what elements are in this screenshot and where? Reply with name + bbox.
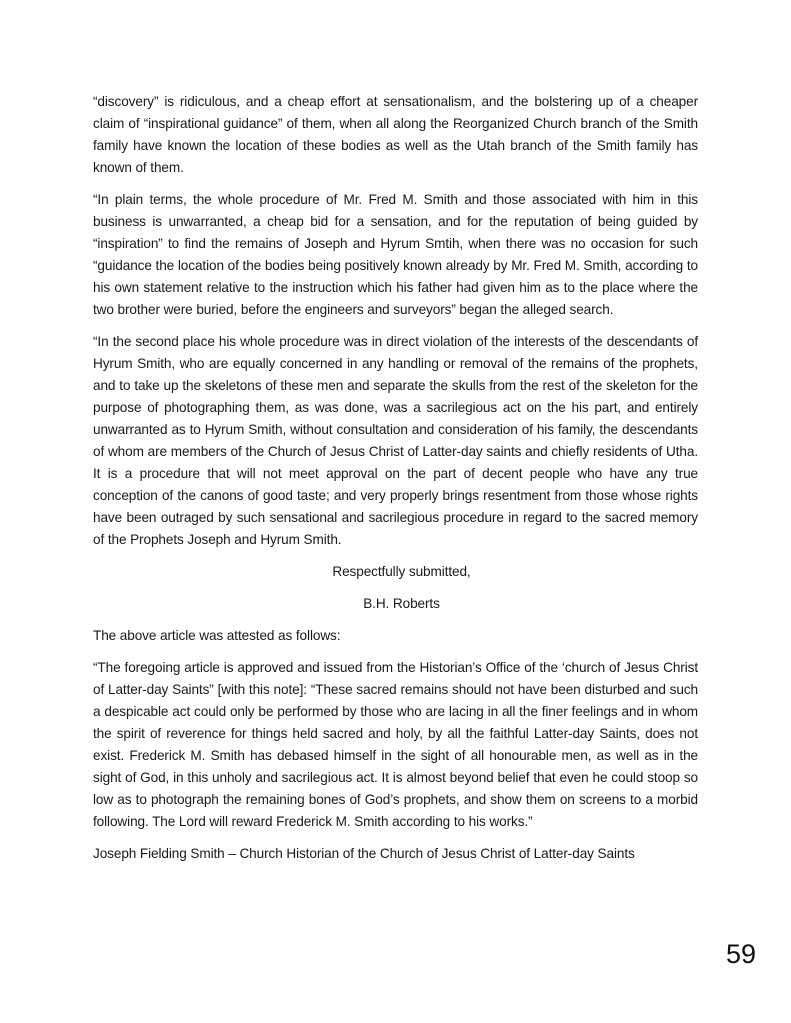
paragraph-discovery: “discovery” is ridiculous, and a cheap effort at sensationalism, and the bolstering up of a cheaper claim of “inspirational guidance” of them, when all along the Reorganized Church branch of the Smith family have known the location of these bodies as well as the Utah branch of the Smith family has known of them. [93,94,698,175]
paragraph-plain-terms: “In plain terms, the whole procedure of Mr. Fred M. Smith and those associated with him in this business is unwarranted, a cheap bid for a sensation, and for the reputation of being guided by “inspiration” to find the remains of Joseph and Hyrum Smtih, when there was no occasion for such “guidance the location of the bodies being positively known already by Mr. Fred M. Smith, according to his own statement relative to the instruction which his father had given him as to the place where the two brother were buried, before the engineers and surveyors” began the alleged search. [93,192,698,317]
page-body [93,91,698,875]
page-number: 59 [726,939,757,969]
paragraph-second-place: “In the second place his whole procedure was in direct violation of the interests of the descendants of Hyrum Smith, who are equally concerned in any handling or removal of the remains of the prophets, and to take up the skeletons of these men and separate the skulls from the rest of the skeleton for the purpose of photographing them, as was done, was a sacrilegious act on the his part, and entirely unwarranted as to Hyrum Smith, without consultation and consideration of his family, the descendants of whom are members of the Church of Jesus Christ of Latter-day saints and chiefly residents of Utha. It is a procedure that will not meet approval on the part of decent people who have any true conception of the canons of good taste; and very properly brings resentment from those whose rights have been outraged by such sensational and sacrilegious procedure in regard to the sacred memory of the Prophets Joseph and Hyrum Smith. [93,334,698,547]
closing-line: Respectfully submitted, [332,564,471,579]
attribution-line: Joseph Fielding Smith – Church Historian of the Church of Jesus Christ of Latter-day Saints [93,846,635,861]
paragraph-attestation-quote: “The foregoing article is approved and issued from the Historian’s Office of the ‘church of Jesus Christ of Latter-day Saints” [with this note]: “These sacred remains should not have been disturbed and such a despicable act could only be performed by those who are lacing in all the finer feelings and in whom the spirit of reverence for things held sacred and holy, by all the faithful Latter-day Saints, does not exist. Frederick M. Smith has debased himself in the sight of all honourable men, as well as in the sight of God, in this unholy and sacrilegious act. It is almost beyond belief that even he could stoop so low as to photograph the remaining bones of God’s prophets, and show them on screens to a morbid following. The Lord will reward Frederick M. Smith according to his works.” [93,660,698,829]
attestation-intro: The above article was attested as follows: [93,628,341,643]
signature: B.H. Roberts [363,596,440,611]
